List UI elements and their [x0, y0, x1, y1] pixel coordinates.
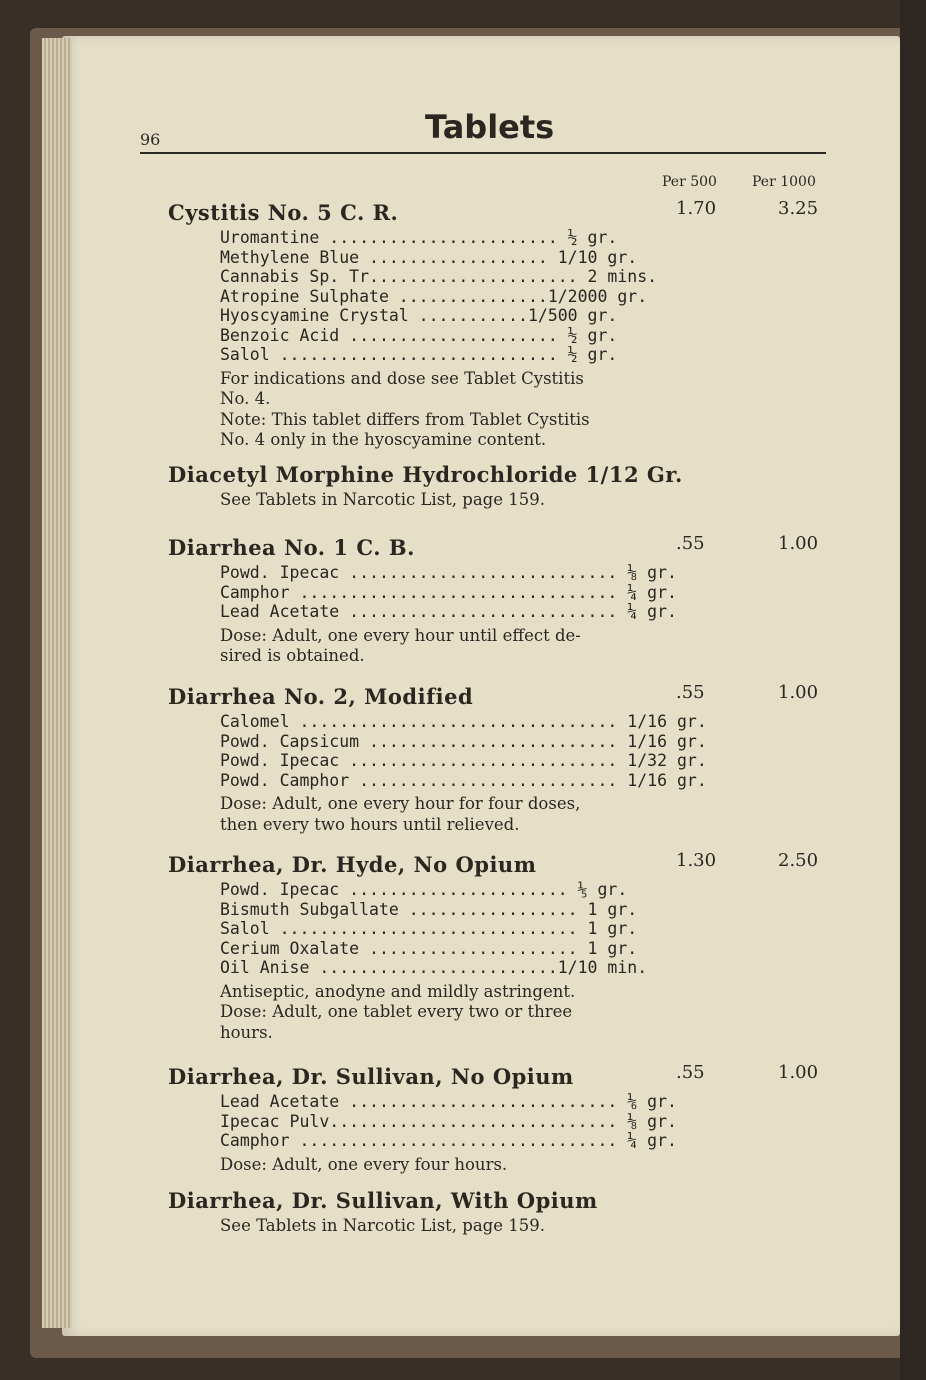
page-number: 96	[140, 130, 161, 149]
page-edges	[42, 38, 72, 1328]
entry-heading: Diarrhea, Dr. Sullivan, With Opium	[168, 1188, 598, 1213]
ingredient-line: Powd. Ipecac ........................... ⅛ gr.	[220, 563, 677, 582]
ingredient-line: Camphor ................................ ¼ gr.	[220, 582, 677, 602]
ingredient-line: Bismuth Subgallate ................. 1 gr.	[220, 899, 638, 919]
note-line: Note: This tablet differs from Tablet Cystitis	[220, 409, 590, 429]
price-per1000: 1.00	[778, 1062, 819, 1083]
note-line: Dose: Adult, one every four hours.	[220, 1154, 508, 1174]
ingredient-line: Powd. Camphor .......................... 1/16 gr.	[220, 770, 707, 790]
entry-heading: Diarrhea, Dr. Sullivan, No Opium	[168, 1064, 574, 1089]
page-title: Tablets	[425, 108, 555, 146]
note-line: See Tablets in Narcotic List, page 159.	[220, 1216, 545, 1235]
note-line: For indications and dose see Tablet Cystitis	[220, 368, 584, 388]
entry-heading: Diarrhea, Dr. Hyde, No Opium	[168, 852, 537, 877]
ingredient-line: Salol ............................ ½ gr.	[220, 345, 618, 364]
note-line: then every two hours until relieved.	[220, 814, 520, 834]
column-header-per1000: Per 1000	[752, 174, 816, 190]
ingredient-line: Atropine Sulphate ...............1/2000 gr.	[220, 286, 648, 306]
note-line: See Tablets in Narcotic List, page 159.	[220, 490, 545, 509]
price-per500: 1.70	[676, 198, 717, 219]
note-line: hours.	[220, 1022, 273, 1042]
ingredient-line: Camphor ................................ ¼ gr.	[220, 1131, 677, 1150]
price-per500: .55	[676, 682, 705, 703]
ingredient-line: Lead Acetate ........................... ⅙ gr.	[220, 1092, 677, 1111]
price-per1000: 1.00	[778, 682, 819, 703]
entry-heading: Cystitis No. 5 C. R.	[168, 200, 399, 225]
entry-heading: Diarrhea No. 2, Modified	[168, 684, 474, 709]
note-line: Dose: Adult, one tablet every two or three	[220, 1002, 573, 1021]
ingredient-line: Uromantine ....................... ½ gr.	[220, 228, 618, 247]
ingredient-line: Salol .............................. 1 gr.	[220, 919, 638, 938]
price-per500: .55	[676, 1062, 705, 1083]
note-line: Dose: Adult, one every hour until effect de-	[220, 625, 581, 645]
price-per1000: 3.25	[778, 198, 819, 219]
column-header-per500: Per 500	[662, 174, 717, 190]
price-per1000: 1.00	[778, 533, 819, 554]
ingredient-line: Calomel ................................ 1/16 gr.	[220, 712, 707, 731]
ingredient-line: Oil Anise ........................1/10 min.	[220, 958, 648, 977]
ingredient-line: Lead Acetate ........................... ¼ gr.	[220, 602, 677, 621]
ingredient-line: Hyoscyamine Crystal ...........1/500 gr.	[220, 306, 618, 325]
note-line: No. 4.	[220, 389, 271, 408]
ingredient-line: Cannabis Sp. Tr..................... 2 mins.	[220, 267, 658, 286]
note-line: Dose: Adult, one every hour for four doses,	[220, 794, 581, 813]
ingredient-line: Methylene Blue .................. 1/10 gr.	[220, 247, 638, 267]
ingredient-line: Benzoic Acid ..................... ½ gr.	[220, 325, 618, 345]
right-shadow	[900, 0, 926, 1380]
ingredient-line: Ipecac Pulv............................. ⅛ gr.	[220, 1111, 677, 1131]
ingredient-line: Powd. Ipecac ........................... 1/32 gr.	[220, 751, 707, 770]
ingredient-line: Powd. Ipecac ...................... ⅕ gr.	[220, 880, 628, 899]
note-line: Antiseptic, anodyne and mildly astringent.	[220, 981, 576, 1001]
entry-heading: Diacetyl Morphine Hydrochloride 1/12 Gr.	[168, 462, 683, 487]
ingredient-line: Powd. Capsicum ......................... 1/16 gr.	[220, 731, 707, 751]
note-line: No. 4 only in the hyoscyamine content.	[220, 430, 547, 449]
price-per500: .55	[676, 533, 705, 554]
price-per1000: 2.50	[778, 850, 819, 871]
entry-heading: Diarrhea No. 1 C. B.	[168, 535, 415, 560]
header-rule	[140, 152, 826, 154]
price-per500: 1.30	[676, 850, 717, 871]
ingredient-line: Cerium Oxalate ..................... 1 gr.	[220, 938, 638, 958]
note-line: sired is obtained.	[220, 646, 365, 665]
